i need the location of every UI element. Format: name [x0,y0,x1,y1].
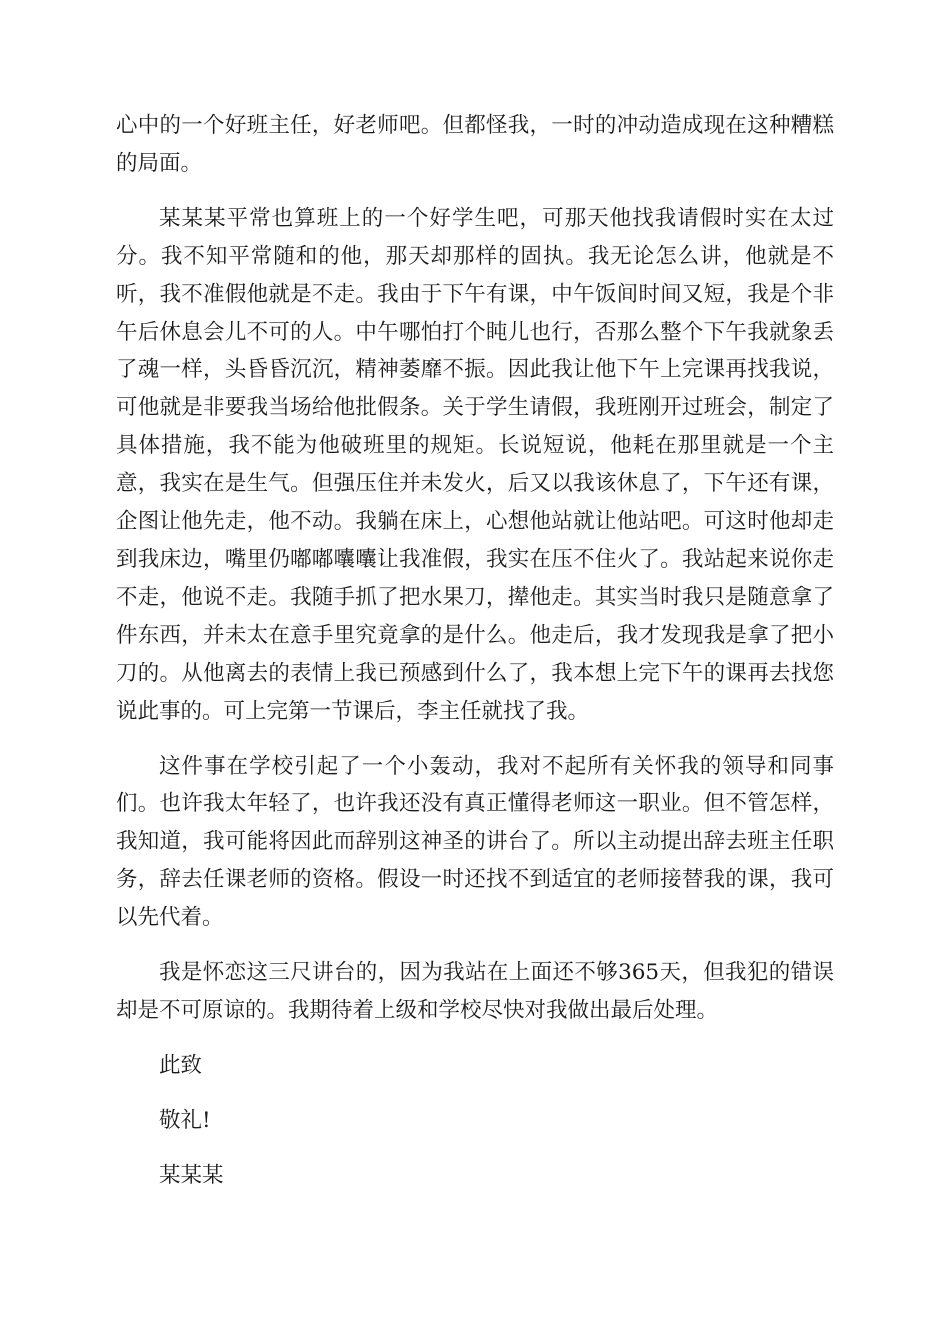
letter-body [116,107,834,1212]
signature: 某某某 [159,1162,224,1188]
closing-regards: 敬礼! [159,1107,211,1133]
paragraph-conclusion: 我是怀恋这三尺讲台的，因为我站在上面还不够365天，但我犯的错误却是不可原谅的。我期待着上级和学校尽快对我做出最后处理。 [116,960,834,1023]
paragraph-continuation: 心中的一个好班主任，好老师吧。但都怪我，一时的冲动造成现在这种糟糕的局面。 [116,113,834,176]
paragraph-incident: 某某某平常也算班上的一个好学生吧，可那天他找我请假时实在太过分。我不知平常随和的他，那天却那样的固执。我无论怎么讲，他就是不听，我不准假他就是不走。我由于下午有课，中午饭间时间又短，我是个非午后休息会儿不可的人。中午哪怕打个盹儿也行，否那么整个下午我就象丢了魂一样，头昏昏沉沉，精神萎靡不振。因此我让他下午上完课再找我说，可他就是非要我当场给他批假条。关于学生请假，我班刚开过班会，制定了具体措施，我不能为他破班里的规矩。长说短说，他耗在那里就是一个主意，我实在是生气。但强压住并未发火，后又以我该休息了，下午还有课，企图让他先走，他不动。我躺在床上，心想他站就让他站吧。可这时他却走到我床边，嘴里仍嘟嘟囔囔让我准假，我实在压不住火了。我站起来说你走不走，他说不走。我随手抓了把水果刀，撵他走。其实当时我只是随意拿了件东西，并未太在意手里究竟拿的是什么。他走后，我才发现我是拿了把小刀的。从他离去的表情上我已预感到什么了，我本想上完下午的课再去找您说此事的。可上完第一节课后，李主任就找了我。 [116,205,834,724]
paragraph-resignation: 这件事在学校引起了一个小轰动，我对不起所有关怀我的领导和同事们。也许我太年轻了，也许我还没有真正懂得老师这一职业。但不管怎样，我知道，我可能将因此而辞别这神圣的讲台了。所以主动提出辞去班主任职务，辞去任课老师的资格。假设一时还找不到适宜的老师接替我的课，我可以先代着。 [116,753,834,931]
closing-salutation: 此致 [159,1052,203,1078]
